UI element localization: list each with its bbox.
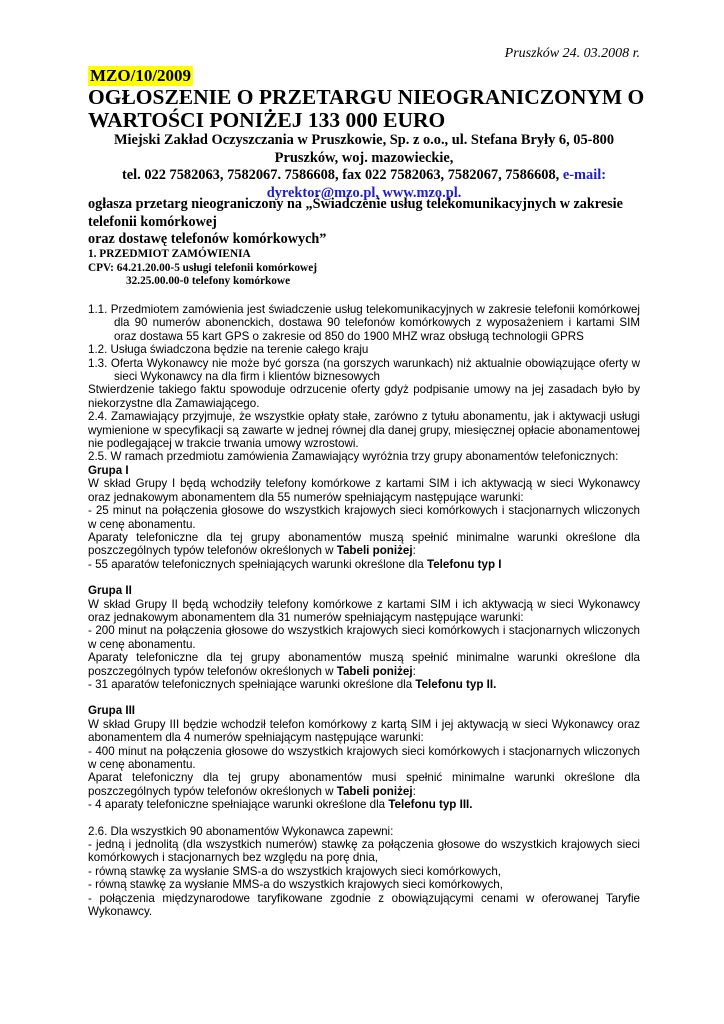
paragraph-2-4: 2.4. Zamawiający przyjmuje, że wszystkie opłaty stałe, zarówno z tytułu abonamentu, jak i aktywacji usługi wymienione w specyfikacji są zawarte w jednej równej dla danej grupy, miesięcznej opłacie abonamentowej nie podlegającej w trakcie trwania umowy wzrostowi.	[88, 410, 640, 451]
paragraph-1-2: 1.2. Usługa świadczona będzie na terenie całego kraju	[88, 343, 369, 357]
group-1-req-text: Aparaty telefoniczne dla tej grupy abonamentów muszą spełnić minimalne warunki określone dla poszczególnych typów telefonów określonych w	[88, 530, 640, 558]
announcement-line-2: oraz dostawę telefonów komórkowych”	[88, 231, 327, 247]
group-1-description: W skład Grupy I będą wchodziły telefony komórkowe z kartami SIM i ich aktywacją w sieci Wykonawcy oraz jednakowym abonamentem dla 55 numerów spełniającym następujące warunki:	[88, 477, 640, 504]
group-3-req-text: Aparat telefoniczny dla tej grupy abonamentów musi spełnić minimalne warunki określone dla poszczególnych typów telefonów określonych w	[88, 771, 640, 798]
email-links[interactable]: dyrektor@mzo.pl, www.mzo.pl.	[266, 184, 462, 201]
group-1-phones-text: - 55 aparatów telefonicznych spełniających warunki określone dla	[88, 557, 427, 571]
group-2-phones-text: - 31 aparatów telefonicznych spełniające warunki określone dla	[88, 677, 416, 691]
document-date: Pruszków 24. 03.2008 r.	[504, 46, 640, 61]
issuer-block	[88, 132, 640, 202]
group-3-phone-type: Telefonu typ III.	[388, 798, 473, 812]
email-label: e-mail:	[562, 167, 607, 183]
cpv-line-2: 32.25.00.00-0 telefony komórkowe	[126, 275, 291, 288]
group-3-minutes: - 400 minut na połączenia głosowe do wszystkich krajowych sieci komórkowych i stacjonarnych wliczonych w cenę abonamentu.	[88, 744, 640, 771]
group-3-table-ref: Tabeli poniżej	[336, 784, 413, 798]
section-subject	[88, 248, 648, 289]
group-2-phones	[88, 678, 640, 691]
group-1-title-text: Grupa I	[88, 463, 129, 477]
announcement	[88, 196, 648, 249]
group-2-requirements: Aparaty telefoniczne dla tej grupy abonamentów muszą spełnić minimalne warunki określone dla poszczególnych typów telefonów określonych w Tabeli poniżej:	[88, 651, 640, 678]
group-3-title-text: Grupa III	[88, 704, 136, 718]
group-2-req-text: Aparaty telefoniczne dla tej grupy abonamentów muszą spełnić minimalne warunki określone dla poszczególnych typów telefonów określonych w	[88, 651, 640, 678]
paragraph-2-6: 2.6. Dla wszystkich 90 abonamentów Wykonawca zapewni:	[88, 824, 394, 838]
group-2-title-text: Grupa II	[88, 584, 132, 598]
group-3-title	[88, 704, 640, 717]
group-2-minutes: - 200 minut na połączenia głosowe do wszystkich krajowych sieci komórkowych i stacjonarnych wliczonych w cenę abonamentu.	[88, 624, 640, 651]
group-1-minutes: - 25 minut na połączenia głosowe do wszystkich krajowych sieci komórkowych i stacjonarnych wliczonych w cenę abonamentu.	[88, 504, 640, 531]
group-2-description: W skład Grupy II będą wchodziły telefony komórkowe z kartami SIM i ich aktywacją w sieci Wykonawcy oraz jednakowym abonamentem dla 31 numerów spełniającym następujące warunki:	[88, 597, 640, 624]
paragraph-1-3: 1.3. Oferta Wykonawcy nie może być gorsza (na gorszych warunkach) niż aktualnie obowiązujące oferty w sieci Wykonawcy na dla firm i klientów biznesowych	[88, 356, 640, 384]
cpv-line-1: CPV: 64.21.20.00-5 usługi telefonii komórkowej	[88, 261, 317, 274]
issuer-line-2: Pruszków, woj. mazowieckie,	[274, 149, 454, 166]
group-3-requirements: Aparat telefoniczny dla tej grupy abonamentów musi spełnić minimalne warunki określone dla poszczególnych typów telefonów określonych w Tabeli poniżej:	[88, 771, 640, 798]
group-2-table-ref: Tabeli poniżej	[336, 664, 413, 678]
group-1-phone-type: Telefonu typ I	[426, 557, 502, 571]
issuer-line-1: Miejski Zakład Oczyszczania w Pruszkowie, Sp. z o.o., ul. Stefana Bryły 6, 05-800	[113, 132, 615, 148]
document-title: OGŁOSZENIE O PRZETARGU NIEOGRANICZONYM O WARTOŚCI PONIŻEJ 133 000 EURO	[88, 85, 645, 132]
paragraph-2-5: 2.5. W ramach przedmiotu zamówienia Zamawiający wyróżnia trzy grupy abonamentów telefonicznych:	[88, 450, 619, 464]
group-1-phones	[88, 558, 640, 571]
section-heading: 1. PRZEDMIOT ZAMÓWIENIA	[88, 248, 251, 260]
paragraph-1-3-note: Stwierdzenie takiego faktu spowoduje odrzucenie oferty gdyż podpisanie umowy na jej zasadach było by niekorzystne dla Zamawiającego.	[88, 383, 640, 410]
group-3-phones-text: - 4 aparaty telefoniczne spełniające warunki określone dla	[88, 798, 389, 812]
group-3-phones	[88, 798, 640, 811]
paragraph-2-6-international: - połączenia międzynarodowe taryfikowane zgodnie z obowiązującymi cenami w oferowanej Taryfie Wykonawcy.	[88, 891, 640, 919]
announcement-line-1: ogłasza przetarg nieograniczony na „Świadczenie usług telekomunikacyjnych w zakresie telefonii komórkowej	[88, 196, 623, 230]
paragraph-1-1: 1.1. Przedmiotem zamówienia jest świadczenie usług telekomunikacyjnych w zakresie telefonii komórkowej dla 90 numerów abonenckich, dostawa 90 telefonów komórkowych z wyposażeniem i kartami SIM oraz dostawa 55 kart GPS o zakresie od 850 do 1900 MHZ wraz obsługą technologii GPRS	[88, 303, 640, 343]
paragraph-2-6-mms: - równą stawkę za wysłanie MMS-a do wszystkich krajowych sieci komórkowych,	[88, 878, 503, 892]
group-2-title	[88, 584, 640, 597]
group-1-requirements: Aparaty telefoniczne dla tej grupy abonamentów muszą spełnić minimalne warunki określone dla poszczególnych typów telefonów określonych w Tabeli poniżej:	[88, 530, 640, 558]
issuer-line-3	[88, 167, 640, 185]
paragraph-2-6-voice: - jedną i jednolitą (dla wszystkich numerów) stawkę za połączenia głosowe do wszystkich krajowych sieci komórkowych i stacjonarnych bez względu na porę dnia,	[88, 838, 640, 865]
group-3-description: W skład Grupy III będzie wchodził telefon komórkowy z kartą SIM i jej aktywacją w sieci Wykonawcy oraz abonamentem dla 4 numerów spełniającym następujące warunki:	[88, 717, 640, 745]
document-body	[88, 303, 640, 918]
issuer-phone-fax: tel. 022 7582063, 7582067. 7586608, fax 022 7582063, 7582067, 7586608,	[121, 167, 560, 183]
reference-number: MZO/10/2009	[90, 66, 192, 85]
group-2-phone-type: Telefonu typ II.	[415, 677, 497, 691]
group-1-title	[88, 464, 640, 477]
paragraph-2-6-sms: - równą stawkę za wysłanie SMS-a do wszystkich krajowych sieci komórkowych,	[88, 864, 501, 878]
group-1-table-ref: Tabeli poniżej	[336, 544, 413, 558]
